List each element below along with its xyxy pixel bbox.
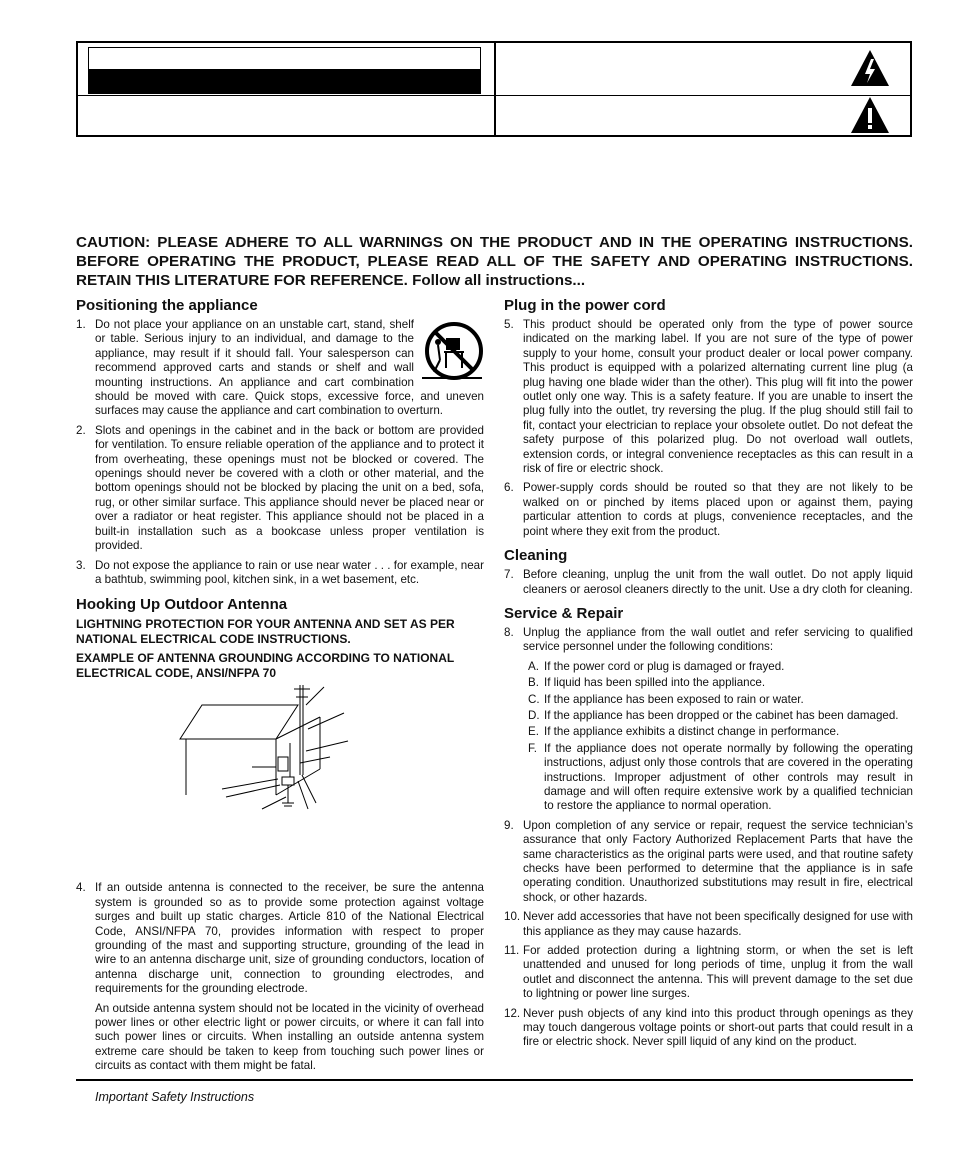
sub-item: B. If liquid has been spilled into the appliance. [528, 676, 766, 690]
list-item: 9. Upon completion of any service or repair, request the service technician’s assurance that only Factory Authorized Replacement Parts that have the same characteristics as the original parts were used, and that routine safety checks have been performed to determine that the appliance is in safe operating condition. Unauthorized substitutions may result in fire, electrical shock, or other hazards. [504, 818, 913, 904]
left-column [76, 297, 484, 1074]
list-item: 12. Never push objects of any kind into this product through openings as they may touch dangerous voltage points or short-out parts that could result in a fire or electric shock. Never spill liquid of any kind on the product. [504, 1006, 913, 1049]
cleaning-heading: Cleaning [504, 547, 568, 565]
positioning-heading: Positioning the appliance [76, 297, 258, 314]
sub-item: F. If the appliance does not operate normally by following the operating instructions, adjust only those controls that are covered in the operating instructions. Improper adjustment of other controls may result in damage and will often require extensive work by a qualified technician to restore the appliance to normal operation. [528, 741, 913, 813]
sub-item: E. If the appliance exhibits a distinct change in performance. [528, 725, 840, 739]
antenna-heading: Hooking Up Outdoor Antenna [76, 596, 288, 614]
caution-statement: CAUTION: PLEASE ADHERE TO ALL WARNINGS ON THE PRODUCT AND IN THE OPERATING INSTRUCTIONS. BEFORE OPERATING THE PRODUCT, PLEASE READ ALL OF THE SAFETY AND OPERATING INSTRUCTIONS. RETAIN THIS LITERATURE FOR REFERENCE. Follow all instructions... [76, 234, 913, 289]
cart-warning-icon [420, 320, 484, 382]
list-item: 3. Do not expose the appliance to rain or use near water . . . for example, near a bathtub, swimming pool, kitchen sink, in a wet basement, etc. [76, 558, 484, 586]
right-column [504, 297, 913, 1055]
sub-item: D. If the appliance has been dropped or the cabinet has been damaged. [528, 708, 899, 722]
service-heading: Service & Repair [504, 604, 624, 622]
lightning-warning-icon [850, 49, 890, 87]
list-item: 2. Slots and openings in the cabinet and in the back or bottom are provided for ventilation. To ensure reliable operation of the appliance and to protect it from overheating, these openings must not be blocked or covered. The openings should never be covered with a cloth or other material, and the bottom openings should not be blocked by placing the unit on a bed, sofa, rug, or other similar surface. This appliance should never be placed near or over a radiator or heat register. This appliance should not be placed in a built-in installation such as a bookcase unless proper ventilation is provided. [76, 423, 484, 553]
antenna-paragraph: An outside antenna system should not be located in the vicinity of overhead power lines or other electric light or power circuits, or where it can fall into such power lines or circuits. When installing an outside antenna system extreme care should be taken to keep from touching such power lines or circuits as contact with them might be fatal. [95, 1001, 484, 1073]
warning-header-box [76, 41, 912, 137]
header-divider-vertical [494, 43, 496, 135]
sub-item: C. If the appliance has been exposed to rain or water. [528, 692, 804, 706]
antenna-grounding-diagram [76, 685, 484, 881]
antenna-note-lightning: LIGHTNING PROTECTION FOR YOUR ANTENNA AND SET AS PER NATIONAL ELECTRICAL CODE INSTRUCTIONS. [76, 617, 455, 647]
footer-text: Important Safety Instructions [95, 1090, 255, 1104]
list-item: 1. Do not place your appliance on an unstable cart, stand, shelf or table. Serious injury to an individual, and damage to the appliance, may result if it should fall. Your salesperson can recommend approved carts and stands or shelf and wall mounting instructions. An appliance and cart combination should be moved with care. Quick stops, excessive force, and uneven surfaces may cause the appliance and cart combination to overturn. [76, 318, 484, 418]
footer-rule [76, 1079, 913, 1081]
power-heading: Plug in the power cord [504, 297, 666, 314]
header-label-panel [88, 47, 481, 94]
list-item: 4. If an outside antenna is connected to the receiver, be sure the antenna system is grounded so as to provide some protection against voltage surges and built up static charges. Article 810 of the National Electrical Code, ANSI/NFPA 70, provides information with respect to proper grounding of the mast and supporting structure, grounding of the lead in wire to an antenna discharge unit, size of grounding conductors, location of antenna discharge unit, connection to grounding electrodes, and requirements for the grounding electrode. [76, 881, 484, 996]
list-item: 8. Unplug the appliance from the wall outlet and refer servicing to qualified service personnel under the following conditions: [504, 625, 913, 654]
exclamation-warning-icon [850, 96, 890, 134]
header-black-band [89, 69, 480, 93]
antenna-note-grounding: EXAMPLE OF ANTENNA GROUNDING ACCORDING TO NATIONAL ELECTRICAL CODE, ANSI/NFPA 70 [76, 651, 454, 681]
list-item: 6. Power-supply cords should be routed so that they are not likely to be walked on or pinched by items placed upon or against them, paying particular attention to cords at plugs, convenience receptacles, and the point where they exit from the product. [504, 481, 913, 538]
list-item: 7. Before cleaning, unplug the unit from the wall outlet. Do not apply liquid cleaners or aerosol cleaners directly to the unit. Use a dry cloth for cleaning. [504, 568, 913, 596]
sub-item: A. If the power cord or plug is damaged or frayed. [528, 659, 785, 673]
list-item: 5. This product should be operated only from the type of power source indicated on the marking label. If you are not sure of the type of power supply to your home, consult your product dealer or local power company. This product is equipped with a polarized alternating current line plug (a plug having one blade wider than the other). This plug will fit into the power outlet only one way. This is a safety feature. If you are unable to insert the plug fully into the outlet, try reversing the plug. If the plug should still fail to fit, contact your electrician to replace your obsolete outlet. Do not defeat the safety purpose of this polarized plug. Do not overload wall outlets, extension cords, or integral convenience receptacles as this can result in a risk of fire or electric shock. [504, 318, 913, 476]
list-item: 10. Never add accessories that have not been specifically designed for use with this appliance as they may cause hazards. [504, 910, 913, 938]
list-item: 11. For added protection during a lightning storm, or when the set is left unattended and unused for long periods of time, unplug it from the wall outlet and disconnect the antenna. This will prevent damage to the set due to lightning or power line surges. [504, 944, 913, 1001]
header-divider-horizontal [78, 95, 910, 96]
